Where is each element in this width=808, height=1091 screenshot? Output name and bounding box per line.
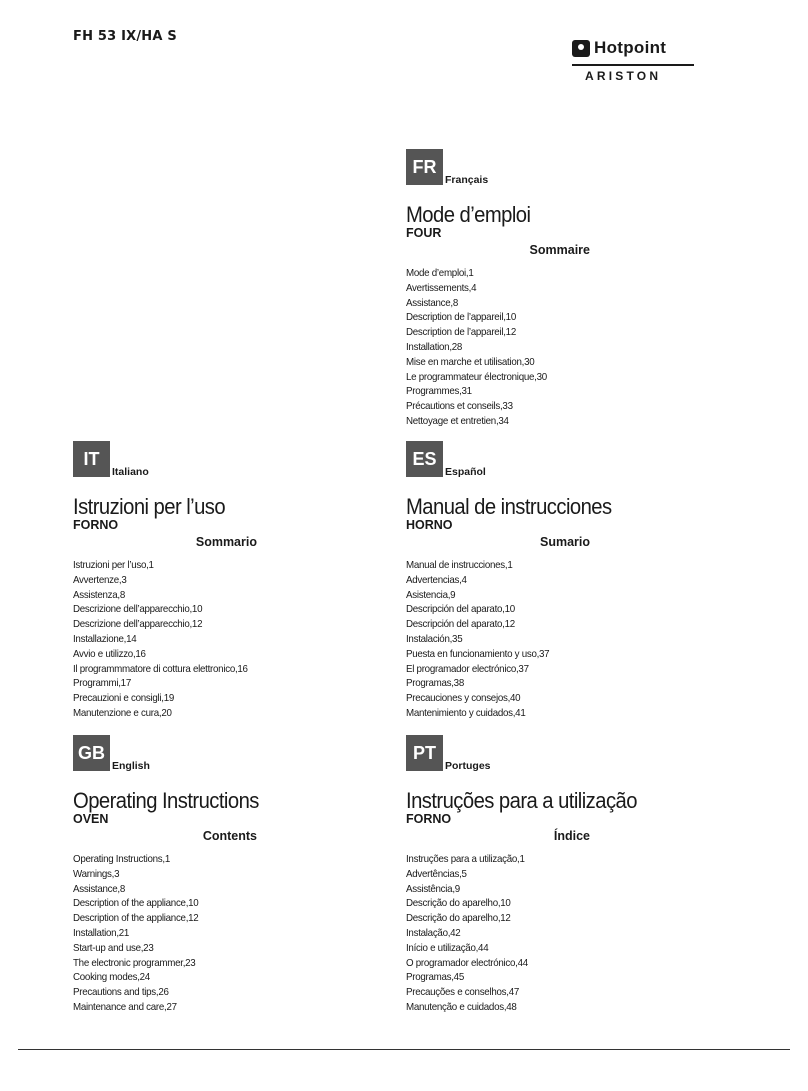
contents-item: Instalación,35 [406, 632, 463, 645]
contents-item: Avvertenze,3 [73, 573, 127, 586]
contents-item: Cooking modes,24 [73, 971, 150, 984]
contents-item: Instalação,42 [406, 926, 461, 939]
section-es [406, 441, 726, 721]
contents-item: Descripción del aparato,10 [406, 603, 515, 616]
contents-list-gb [73, 852, 393, 1015]
product-name-it: FORNO [73, 518, 119, 532]
contents-item: Advertencias,4 [406, 573, 467, 586]
contents-item: Instruções para a utilização,1 [406, 853, 525, 865]
contents-item: Descrizione dell’apparecchio,10 [73, 603, 203, 616]
logo-rule [572, 64, 694, 66]
language-badge-es: ES [406, 441, 443, 477]
contents-item: Précautions et conseils,33 [406, 400, 513, 413]
contents-item: Mantenimiento y cuidados,41 [406, 706, 526, 719]
contents-item: Assistance,8 [73, 882, 126, 895]
contents-list-fr [406, 266, 726, 429]
contents-item: Puesta en funcionamiento y uso,37 [406, 647, 550, 660]
contents-item: Descrição do aparelho,10 [406, 897, 511, 910]
contents-item: Asistencia,9 [406, 588, 456, 601]
hotpoint-mark-icon [572, 40, 590, 57]
contents-item: The electronic programmer,23 [73, 956, 196, 969]
contents-item: Precauzioni e consigli,19 [73, 692, 175, 705]
language-name-gb: English [112, 760, 150, 772]
contents-title-it: Sommario [195, 535, 257, 549]
contents-item: Programmes,31 [406, 385, 472, 398]
product-name-gb: OVEN [73, 812, 109, 826]
language-name-es: Español [445, 466, 486, 478]
contents-title-fr: Sommaire [529, 243, 590, 257]
model-number: FH 53 IX/HA S [73, 29, 177, 44]
language-badge-fr: FR [406, 149, 443, 185]
brand-logo [572, 38, 696, 82]
contents-item: El programador electrónico,37 [406, 662, 529, 675]
language-name-fr: Français [445, 174, 489, 186]
contents-item: Operating Instructions,1 [73, 853, 170, 865]
product-name-es: HORNO [406, 518, 453, 532]
contents-item: Il programmmatore di cottura elettronico,16 [73, 662, 248, 675]
contents-item: Programas,38 [406, 677, 464, 690]
language-badge-pt: PT [406, 735, 443, 771]
contents-title-pt: Índice [553, 829, 590, 843]
contents-item: Precauciones y consejos,40 [406, 692, 521, 705]
contents-item: Assistance,8 [406, 296, 459, 309]
contents-item: Description de l’appareil,10 [406, 311, 516, 324]
manual-title-es: Manual de instrucciones [406, 494, 612, 519]
section-fr [406, 149, 726, 429]
contents-item: Description de l’appareil,12 [406, 326, 516, 339]
contents-item: Le programmateur électronique,30 [406, 370, 547, 383]
contents-item: Description of the appliance,10 [73, 897, 199, 910]
contents-item: Programas,45 [406, 971, 464, 984]
contents-item: Assistência,9 [406, 882, 460, 895]
contents-item: Installation,28 [406, 340, 463, 353]
contents-title-es: Sumario [539, 535, 590, 549]
contents-item: Start-up and use,23 [73, 941, 154, 954]
contents-item: Precauções e conselhos,47 [406, 986, 519, 999]
contents-item: Avertissements,4 [406, 281, 477, 294]
section-gb [73, 735, 393, 1015]
contents-item: Início e utilização,44 [406, 941, 489, 954]
contents-item: Manutenção e cuidados,48 [406, 1000, 517, 1013]
language-name-it: Italiano [112, 466, 149, 478]
language-name-pt: Portuges [445, 760, 491, 772]
section-pt [406, 735, 726, 1015]
contents-item: Istruzioni per l’uso,1 [73, 559, 154, 571]
contents-item: Installazione,14 [73, 632, 137, 645]
contents-item: Avvio e utilizzo,16 [73, 647, 146, 660]
contents-list-pt [406, 852, 726, 1015]
language-badge-gb: GB [73, 735, 110, 771]
product-name-fr: FOUR [406, 226, 442, 240]
product-name-pt: FORNO [406, 812, 452, 826]
section-it [73, 441, 393, 721]
contents-item: Programmi,17 [73, 677, 131, 690]
language-badge-it: IT [73, 441, 110, 477]
contents-item: Mise en marche et utilisation,30 [406, 355, 535, 368]
contents-item: Warnings,3 [73, 867, 120, 880]
contents-item: Mode d’emploi,1 [406, 267, 474, 279]
contents-item: Manutenzione e cura,20 [73, 706, 172, 719]
contents-item: Maintenance and care,27 [73, 1000, 177, 1013]
manual-title-gb: Operating Instructions [73, 788, 259, 813]
brand-name: Hotpoint [594, 38, 667, 57]
contents-list-es [406, 558, 726, 721]
contents-item: Precautions and tips,26 [73, 986, 169, 999]
contents-item: Assistenza,8 [73, 588, 126, 601]
bottom-rule [18, 1049, 790, 1050]
contents-title-gb: Contents [202, 829, 257, 843]
contents-item: Nettoyage et entretien,34 [406, 414, 509, 427]
contents-item: Installation,21 [73, 926, 130, 939]
contents-item: Manual de instrucciones,1 [406, 559, 513, 571]
contents-item: Descrição do aparelho,12 [406, 912, 511, 925]
contents-item: Description of the appliance,12 [73, 912, 199, 925]
contents-item: Descripción del aparato,12 [406, 618, 515, 631]
contents-item: Descrizione dell’apparecchio,12 [73, 618, 203, 631]
manual-title-pt: Instruções para a utilização [406, 788, 637, 813]
manual-title-fr: Mode d’emploi [406, 202, 531, 227]
manual-title-it: Istruzioni per l’uso [73, 494, 226, 519]
brand-subname: ARISTON [585, 69, 662, 83]
contents-item: Advertências,5 [406, 867, 467, 880]
contents-item: O programador electrónico,44 [406, 956, 528, 969]
contents-list-it [73, 558, 393, 721]
